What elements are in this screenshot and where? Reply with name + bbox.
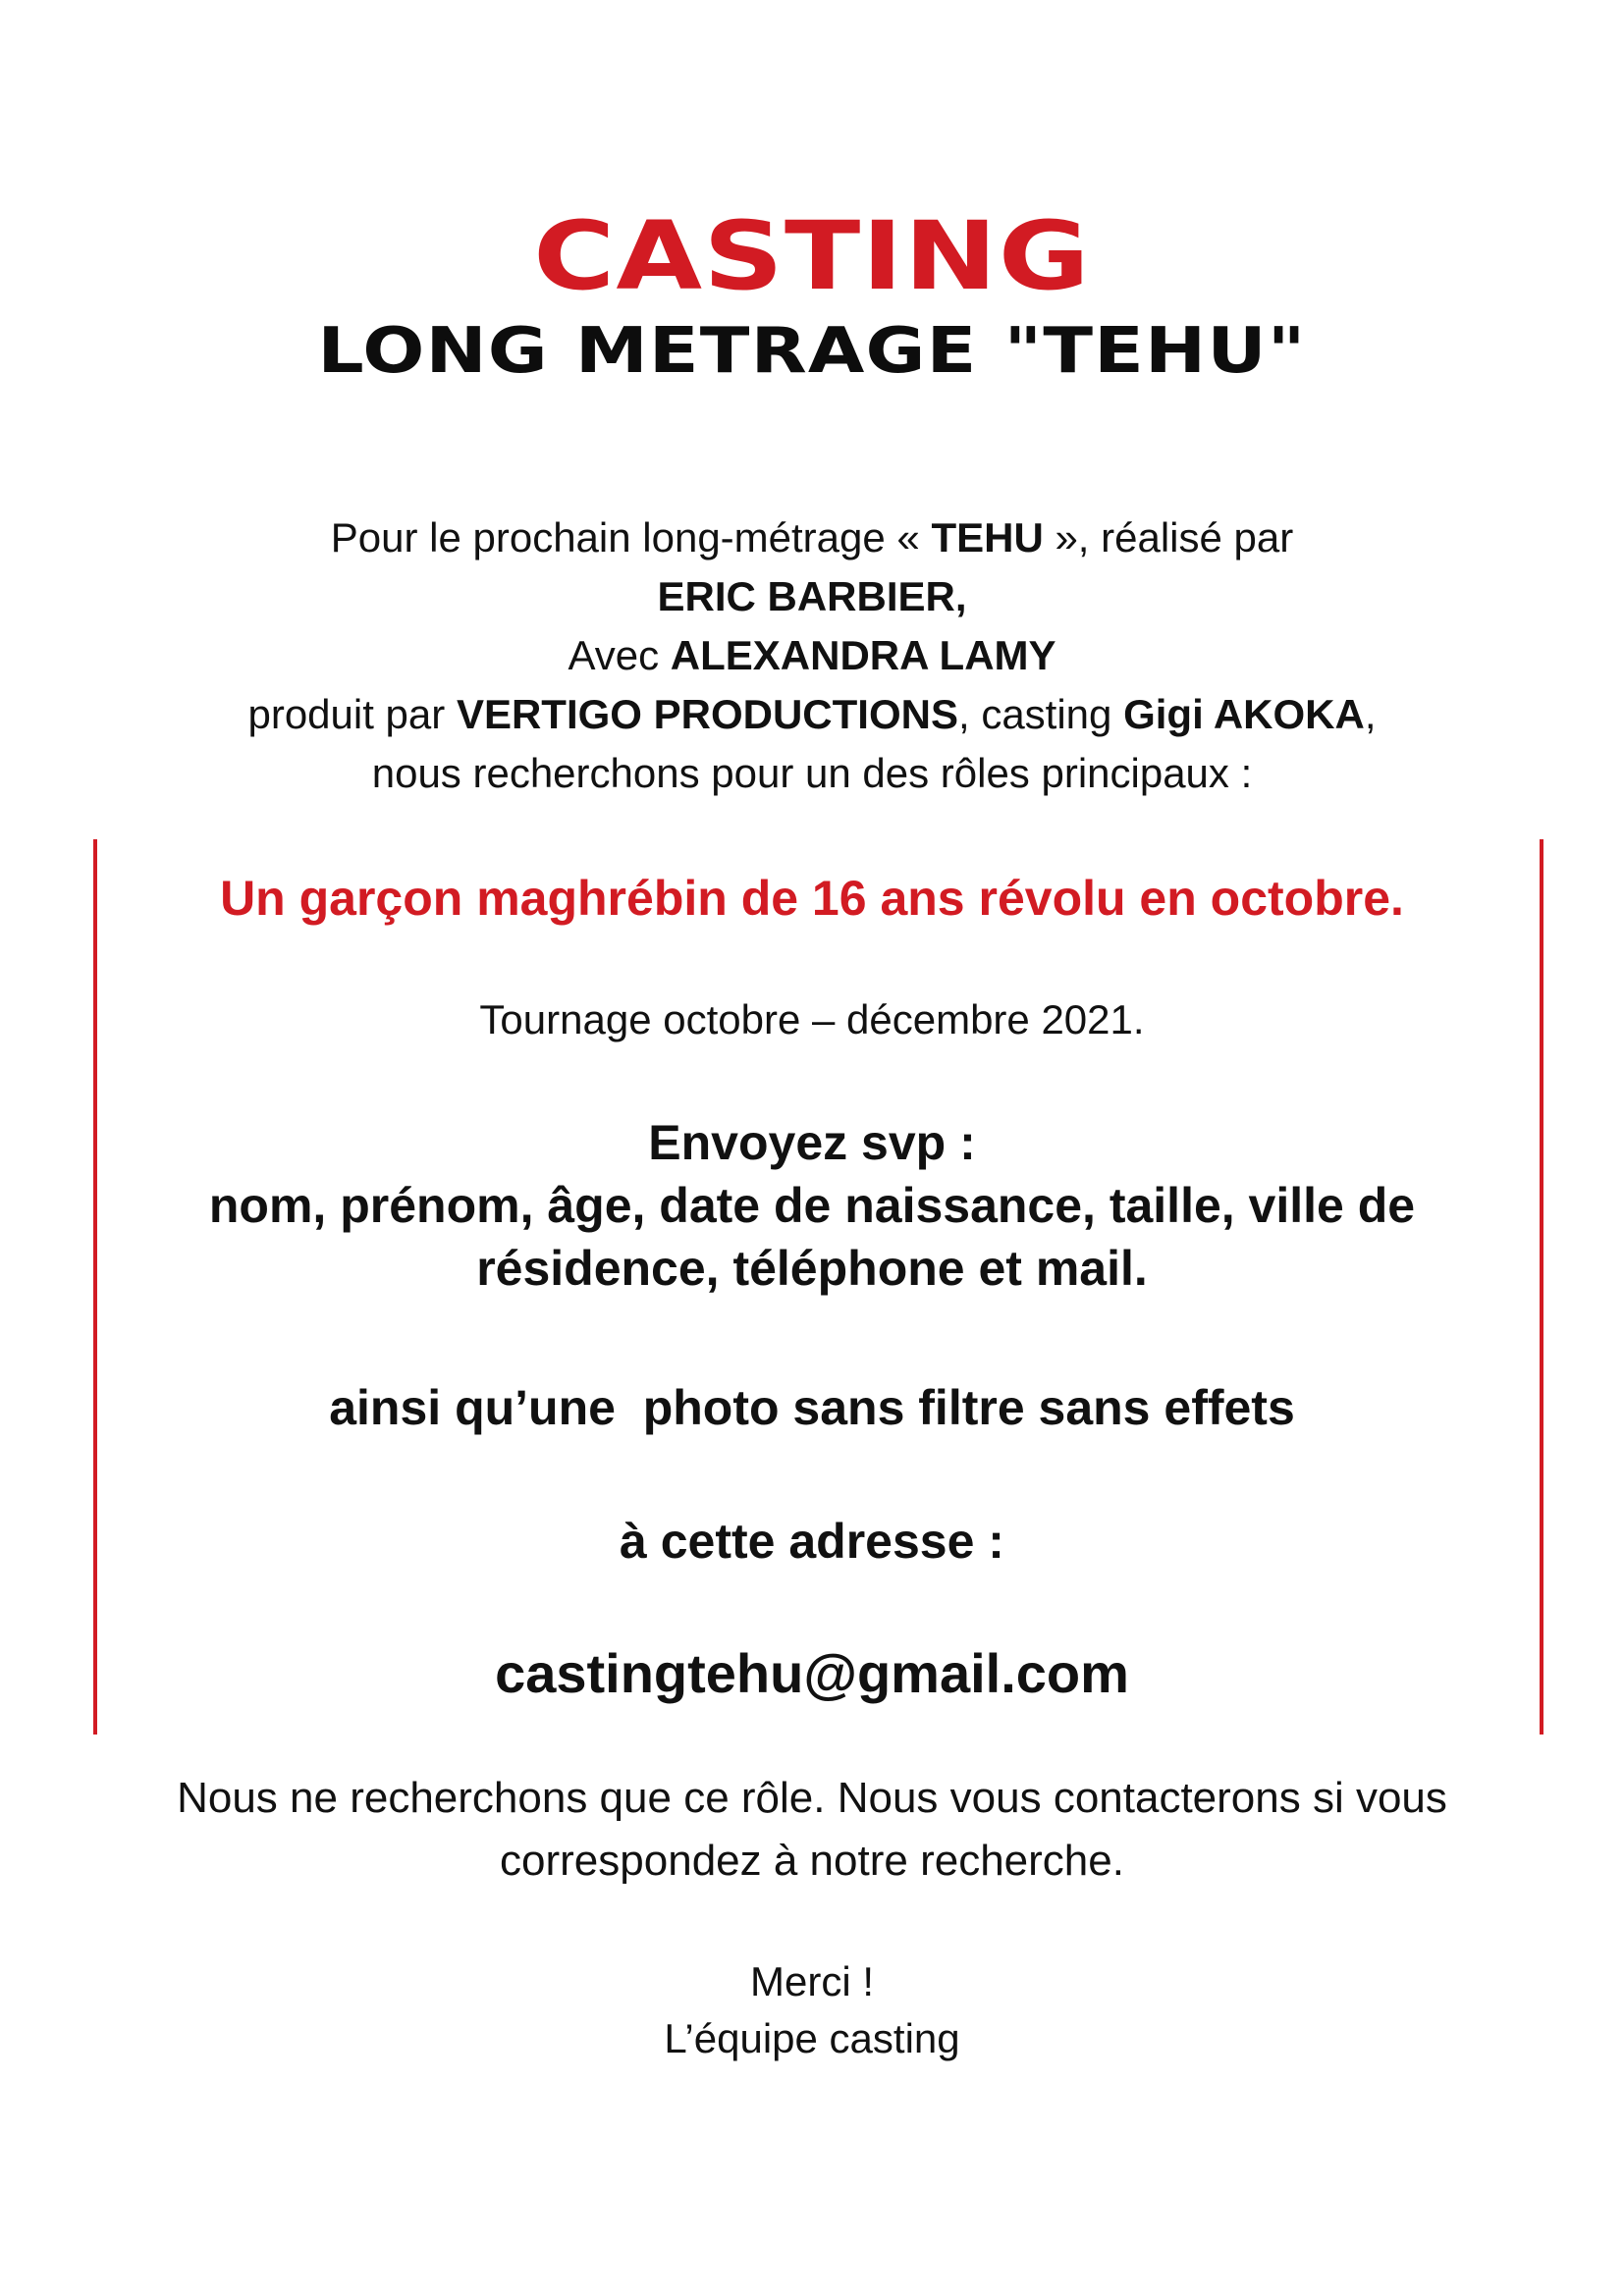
intro-line-1: Pour le prochain long-métrage « TEHU », réalisé par [330,514,1294,561]
page-title: CASTING [533,201,1091,311]
request-fields-line-1: nom, prénom, âge, date de naissance, taille, ville de [208,1178,1416,1233]
address-label: à cette adresse : [620,1514,1004,1569]
actress-name: ALEXANDRA LAMY [670,632,1056,678]
contact-email[interactable]: castingtehu@gmail.com [495,1642,1129,1704]
intro-line-3: Avec ALEXANDRA LAMY [568,632,1056,678]
signature: L’équipe casting [664,2015,960,2061]
request-fields-line-2: résidence, téléphone et mail. [476,1241,1148,1296]
producer-name: VERTIGO PRODUCTIONS [456,691,958,737]
note-paragraph [0,1767,1624,1893]
note-line-2: correspondez à notre recherche. [500,1837,1124,1885]
request-heading: Envoyez svp : [648,1115,976,1170]
intro-paragraph [0,508,1624,803]
intro-line-5: nous recherchons pour un des rôles principaux : [371,750,1253,796]
request-block [0,1111,1624,1300]
shooting-dates: Tournage octobre – décembre 2021. [479,996,1145,1042]
film-title: TEHU [931,514,1044,561]
intro-line-4: produit par VERTIGO PRODUCTIONS, casting Gigi AKOKA, [247,691,1377,737]
role-description: Un garçon maghrébin de 16 ans révolu en octobre. [220,871,1404,926]
page-subtitle: LONG METRAGE "TEHU" [317,315,1307,388]
photo-request: ainsi qu’une photo sans filtre sans effets [329,1380,1295,1435]
closing [0,1953,1624,2067]
casting-director-name: Gigi AKOKA [1123,691,1365,737]
thanks-text: Merci ! [750,1958,874,2004]
note-line-1: Nous ne recherchons que ce rôle. Nous vous contacterons si vous [177,1774,1447,1822]
director-name: ERIC BARBIER, [657,573,967,619]
